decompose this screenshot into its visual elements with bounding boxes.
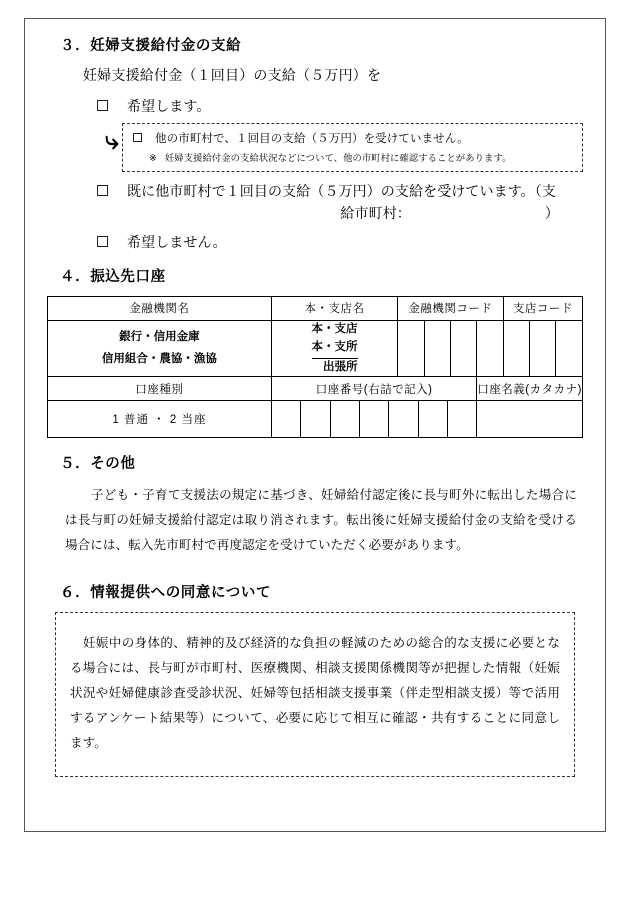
account-kind-cell[interactable]: 1 普通 ・ 2 当座 (48, 401, 272, 438)
bank-account-table (47, 296, 583, 438)
section3-heading: ３．妊婦支援給付金の支給 (60, 38, 242, 54)
account-number-grid (272, 401, 476, 437)
bank-name-input-cell[interactable] (48, 320, 272, 376)
account-number-digit[interactable] (301, 401, 330, 437)
declaration-row[interactable] (133, 130, 572, 146)
header-account-number: 口座番号(右詰で記入) (271, 377, 476, 401)
bank-code-digit[interactable] (477, 320, 503, 376)
note-mark-icon: ※ (149, 153, 157, 164)
declaration-footnote (149, 150, 572, 164)
branch-code-digit[interactable] (556, 320, 583, 376)
branch-type-label-1: 本・支店 (311, 322, 358, 335)
branch-type-label-2: 本・支所 (312, 339, 358, 359)
branch-code-digit[interactable] (530, 320, 556, 376)
declaration-note-box (122, 123, 583, 172)
consent-paragraph (70, 631, 560, 756)
section5-paragraph (65, 483, 577, 558)
header-branch-code: 支店コード (503, 296, 582, 320)
section5-heading: ５．その他 (60, 456, 136, 473)
section6-heading: ６．情報提供への同意について (60, 585, 272, 602)
account-number-digit[interactable] (418, 401, 447, 437)
corner-arrow-icon: ⤷ (105, 126, 120, 156)
table-header-row-1 (48, 296, 583, 320)
branch-name-input-cell[interactable] (271, 320, 397, 376)
municipality-input-line[interactable]: 給市町村： ） (340, 205, 559, 222)
header-branch-name: 本・支店名 (271, 296, 397, 320)
account-holder-input-cell[interactable] (477, 401, 583, 438)
branch-code-digit[interactable] (503, 320, 529, 376)
checkbox-request[interactable] (97, 100, 108, 111)
table-input-row-2 (48, 401, 583, 438)
account-number-digit[interactable] (448, 401, 477, 437)
bank-type-label-2: 信用組合・農協・漁協 (101, 352, 217, 365)
section-payment (47, 37, 583, 252)
bank-type-label-1: 銀行・信用金庫 (119, 331, 200, 344)
option-already-received-label (127, 181, 583, 224)
bank-code-digit[interactable] (450, 320, 476, 376)
section4-heading: ４．振込先口座 (60, 269, 166, 286)
branch-type-label-3: 出張所 (323, 360, 358, 373)
declaration-footnote-text: 妊婦支援給付金の支給状況などについて、他の市町村に確認することがあります。 (164, 153, 512, 164)
header-bank-name: 金融機関名 (48, 296, 272, 320)
section-other (47, 455, 583, 558)
form-page (24, 18, 606, 832)
consent-paragraph-text: 妊娠中の身体的、精神的及び経済的な負担の軽減のための総合的な支援に必要となる場合には、長与町が市町村、医療機関、相談支援関係機関等が把握した情報（妊娠状況や妊婦健康診査受診状況、妊婦等包括相談支援事業（伴走型相談支援）等で活用するアンケート結果等）について、必要に応じて相互に確認・共有することに同意します。 (70, 636, 560, 750)
option-request-row[interactable] (97, 96, 583, 116)
section3-lead-text: 妊婦支援給付金（１回目）の支給（５万円）を (83, 66, 382, 83)
option-already-received-row[interactable] (97, 181, 583, 224)
checkbox-already-received[interactable] (97, 185, 108, 196)
account-number-digit[interactable] (330, 401, 359, 437)
checkbox-not-received[interactable] (133, 133, 142, 142)
section5-paragraph-text: 子ども・子育て支援法の規定に基づき、妊婦給付認定後に長与町外に転出した場合には長与町の妊婦支援給付認定は取り消されます。転出後に妊婦支援給付金の支給を受ける場合には、転入先市町村で再度認定を受けていただく必要があります。 (65, 488, 577, 553)
option-decline-row[interactable] (97, 232, 583, 252)
option-request-label: 希望します。 (127, 97, 211, 114)
nested-declaration-block (105, 123, 583, 172)
account-number-digit[interactable] (389, 401, 418, 437)
bank-code-digit[interactable] (424, 320, 450, 376)
table-input-row-1 (48, 320, 583, 376)
section-consent (47, 584, 583, 777)
section-bank-account (47, 268, 583, 438)
option-already-received-line1: 既に他市町村で１回目の支給（５万円）の支給を受けています。（支 (127, 183, 556, 200)
table-header-row-2 (48, 377, 583, 401)
header-account-holder: 口座名義(カタカナ) (477, 377, 583, 401)
consent-box (55, 612, 575, 777)
account-number-digit[interactable] (272, 401, 301, 437)
declaration-label: 他の市町村で、１回目の支給（５万円）を受けていません。 (155, 133, 469, 146)
branch-type-stack (312, 321, 358, 376)
option-decline-label: 希望しません。 (127, 233, 227, 250)
bank-code-digit[interactable] (398, 320, 424, 376)
checkbox-decline[interactable] (97, 236, 108, 247)
account-number-digit[interactable] (359, 401, 388, 437)
header-bank-code: 金融機関コード (398, 296, 504, 320)
header-account-kind: 口座種別 (48, 377, 272, 401)
